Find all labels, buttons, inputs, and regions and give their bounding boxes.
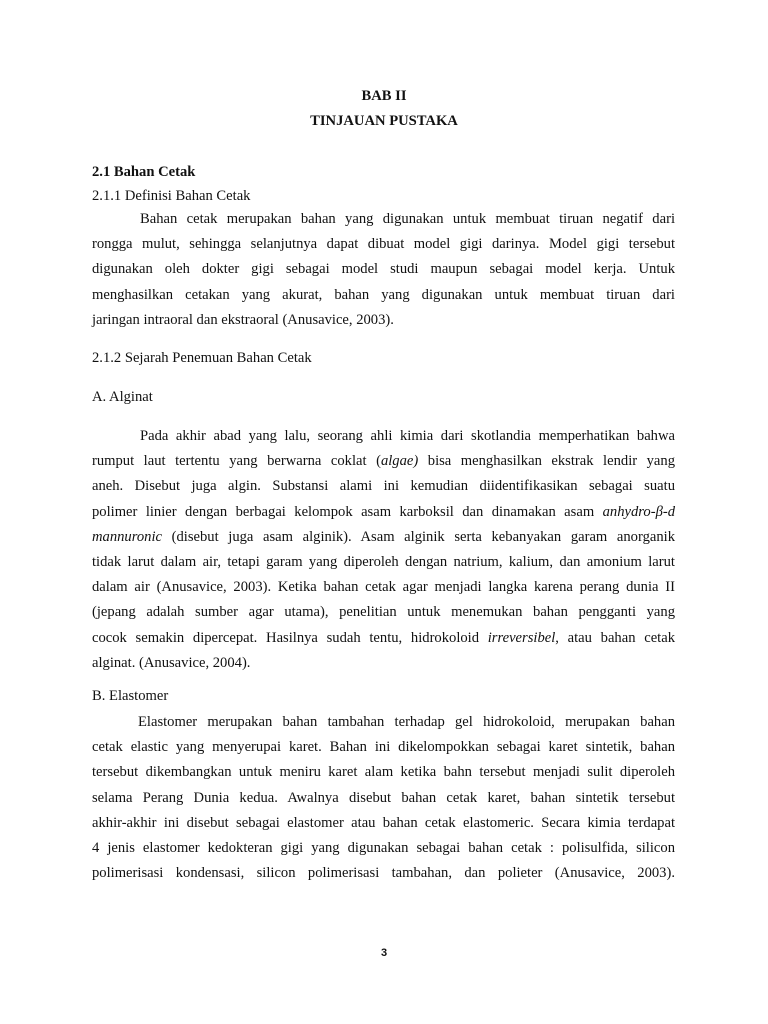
paragraph-line: polimerisasi kondensasi, silicon polimerisasi tambahan, dan polieter (Anusavice, 2003). <box>92 865 675 882</box>
paragraph-line: 4 jenis elastomer kedokteran gigi yang digunakan sebagai bahan cetak : polisulfida, silicon <box>92 839 675 856</box>
heading-elastomer: B. Elastomer <box>92 688 169 704</box>
subsection-heading-2-1-2: 2.1.2 Sejarah Penemuan Bahan Cetak <box>92 350 312 366</box>
paragraph-line: Elastomer merupakan bahan tambahan terhadap gel hidrokoloid, merupakan bahan <box>138 714 675 730</box>
paragraph-line: Bahan cetak merupakan bahan yang digunakan untuk membuat tiruan negatif dari <box>140 211 675 227</box>
section-heading-2-1: 2.1 Bahan Cetak <box>92 164 196 180</box>
heading-alginat: A. Alginat <box>92 389 153 405</box>
text-run: (disebut juga asam alginik). Asam alginik serta kebanyakan garam anorganik <box>162 528 675 545</box>
text-run: , atau bahan cetak <box>555 629 675 646</box>
italic-term: anhydro-β-d <box>602 503 675 520</box>
text-run: polimer linier dengan berbagai kelompok asam karboksil dan dinamakan asam <box>92 503 603 520</box>
italic-term: algae) <box>380 453 419 470</box>
text-run: cocok semakin dipercepat. Hasilnya sudah tentu, hidrokoloid <box>92 629 488 646</box>
paragraph-line: digunakan oleh dokter gigi sebagai model studi maupun sebagai model kerja. Untuk <box>92 261 675 278</box>
paragraph-line <box>92 626 675 651</box>
paragraph-line <box>92 500 675 525</box>
paragraph-line <box>92 449 675 474</box>
chapter-label: BAB II <box>361 88 407 104</box>
paragraph-line: dalam air (Anusavice, 2003). Ketika bahan cetak agar menjadi langka karena perang dunia II <box>92 579 675 596</box>
paragraph-line: menghasilkan cetakan yang akurat, bahan yang digunakan untuk membuat tiruan dari <box>92 286 675 303</box>
paragraph-line <box>92 525 675 550</box>
paragraph-line: alginat. (Anusavice, 2004). <box>92 654 251 671</box>
paragraph-line: Pada akhir abad yang lalu, seorang ahli kimia dari skotlandia memperhatikan bahwa <box>140 428 675 444</box>
paragraph-line: jaringan intraoral dan ekstraoral (Anusavice, 2003). <box>92 311 394 328</box>
paragraph-line: (jepang adalah sumber agar utama), penelitian untuk menemukan bahan pengganti yang <box>92 604 675 621</box>
text-run: bisa menghasilkan ekstrak lendir yang <box>418 453 675 470</box>
page-number: 3 <box>380 947 388 959</box>
italic-term: irreversibel <box>487 629 556 646</box>
paragraph-line: aneh. Disebut juga algin. Substansi alami ini kemudian diidentifikasikan sebagai suatu <box>92 478 675 495</box>
text-run: rumput laut tertentu yang berwarna coklat ( <box>92 453 381 470</box>
italic-term: mannuronic <box>92 528 162 545</box>
paragraph-line: selama Perang Dunia kedua. Awalnya disebut bahan cetak karet, bahan sintetik tersebut <box>92 789 675 806</box>
subsection-heading-2-1-1: 2.1.1 Definisi Bahan Cetak <box>92 188 251 204</box>
paragraph-alginat <box>92 424 675 676</box>
paragraph-line: cetak elastic yang menyerupai karet. Bahan ini dikelompokkan sebagai karet sintetik, bahan <box>92 739 675 756</box>
paragraph-definisi <box>92 207 675 333</box>
paragraph-elastomer <box>92 710 675 886</box>
paragraph-line: akhir-akhir ini disebut sebagai elastomer atau bahan cetak elastomeric. Secara kimia terdapat <box>92 814 675 831</box>
paragraph-line: tidak larut dalam air, tetapi garam yang diperoleh dengan natrium, kalium, dan amonium larut <box>92 553 675 570</box>
paragraph-line: rongga mulut, sehingga selanjutnya dapat dibuat model gigi darinya. Model gigi tersebut <box>92 236 675 253</box>
chapter-title: TINJAUAN PUSTAKA <box>310 113 458 129</box>
paragraph-line: tersebut dikembangkan untuk meniru karet alam ketika bahn tersebut menjadi sulit diperoleh <box>92 764 675 781</box>
